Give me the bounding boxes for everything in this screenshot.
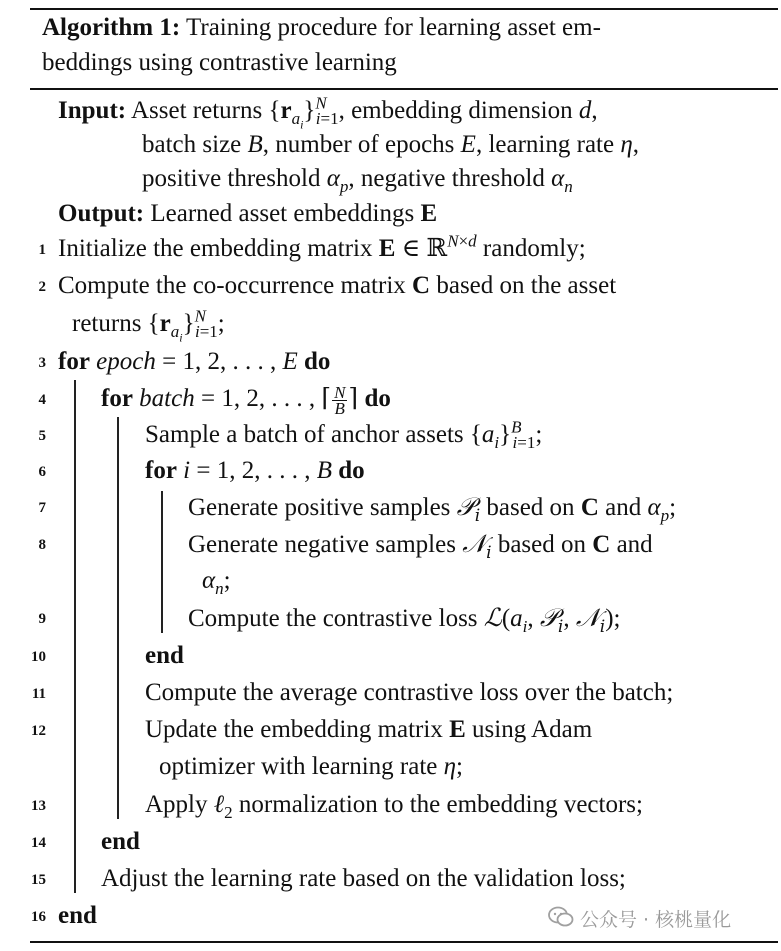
line-number: 2 (38, 279, 46, 295)
line-text: Initialize the embedding matrix (58, 235, 373, 262)
line-text: Update the embedding matrix (145, 716, 443, 743)
line-text: returns { (72, 310, 160, 337)
loop-range: = 1, 2, . . . , (190, 457, 311, 484)
algorithm-title-line2: beddings using contrastive learning (42, 49, 397, 76)
line-4: for batch = 1, 2, . . . , ⌈ $\frac{N}{B}$ ⌉ do (101, 382, 391, 418)
line-text: randomly; (482, 235, 586, 262)
watermark (548, 906, 731, 935)
n-subscript: n (564, 177, 573, 196)
input-text: , negative threshold (348, 165, 545, 192)
line-9: Compute the contrastive loss $ℒ(a_i$, 𝒫$_i$, 𝒩$_i$); (188, 603, 621, 637)
line-8: Generate negative samples 𝒩$_i$ based on C and (188, 529, 653, 563)
algorithm-caption-line1 (42, 13, 601, 43)
line-number: 8 (38, 537, 46, 553)
line-number: 11 (31, 686, 46, 702)
line-text: Sample a batch of anchor assets { (145, 421, 482, 448)
watermark-text: 公众号 · 核桃量化 (580, 909, 732, 931)
line-number: 13 (31, 798, 46, 814)
input-text: , embedding dimension (338, 97, 573, 124)
line-text: using Adam (472, 716, 593, 743)
E-bold-symbol: E (420, 200, 438, 227)
input-text: , learning rate (475, 131, 615, 158)
input-line1: Input: Asset returns $\{r_{a_i}\}^N_{i=1}$, embedding dimension d, (58, 93, 598, 132)
algorithm-caption-line2 (42, 48, 397, 78)
E-symbol: E (460, 131, 476, 158)
line-13: Apply ℓ$_2$ normalization to the embedding vectors; (145, 791, 643, 822)
input-text: batch size (142, 131, 242, 158)
r-symbol: r (280, 97, 292, 124)
line-number: 5 (38, 428, 46, 444)
line-text: and (616, 531, 653, 558)
line-number: 3 (38, 355, 46, 371)
line-12: Update the embedding matrix E using Adam (145, 716, 593, 743)
line-8-cont: $\alpha_n$; (202, 567, 231, 598)
top-rule (30, 8, 778, 10)
bottom-rule (30, 941, 778, 943)
line-number: 12 (31, 723, 46, 739)
line-2-cont: returns $\{r_{a_i}\}^N_{i=1}$; (72, 306, 225, 345)
loop-range: = 1, 2, . . . , (155, 348, 277, 375)
n-over-b-fraction: $\frac{N}{B}$ (334, 382, 346, 418)
output-label: Output: (58, 200, 145, 227)
line-5: Sample a batch of anchor assets $\{a_i\}^B_{i=1}$; (145, 417, 543, 452)
line-number: 14 (31, 835, 46, 851)
input-text: positive threshold (142, 165, 321, 192)
do-keyword: do (304, 348, 331, 375)
loop-range: = 1, 2, . . . , ⌈ (194, 385, 332, 412)
line-text: Generate negative samples (188, 531, 456, 558)
p-subscript: p (339, 177, 349, 196)
line-text: Compute the contrastive loss (188, 605, 478, 632)
line-2: Compute the co-occurrence matrix C based on the asset (58, 272, 617, 299)
line-1: Initialize the embedding matrix E ∈ ℝ$^{N\times d}$ randomly; (58, 231, 586, 262)
input-line2: batch size B, number of epochs E, learning rate η, (142, 131, 639, 158)
input-label: Input: (58, 97, 127, 124)
line-14 (101, 827, 140, 857)
line-text: based on (497, 531, 586, 558)
epoch-loop-bar (74, 380, 76, 893)
batch-loop-bar (117, 417, 119, 819)
input-line3: positive threshold $\alpha_p$, negative threshold $\alpha_n$ (142, 165, 573, 196)
line-number: 1 (38, 242, 46, 258)
B-symbol: B (247, 131, 263, 158)
line-7: Generate positive samples 𝒫$_i$ based on C and $\alpha_p$; (188, 492, 677, 526)
output-text: Learned asset embeddings (150, 200, 415, 227)
line-text: Generate positive samples (188, 494, 451, 521)
inner-loop-bar (161, 491, 163, 633)
line-11 (145, 678, 673, 708)
loop-var: epoch (96, 348, 156, 375)
output-line (58, 199, 437, 229)
alpha-symbol: α (326, 165, 340, 192)
line-number: 4 (38, 392, 46, 408)
line-16 (58, 901, 97, 931)
line-10 (145, 641, 184, 671)
algorithm-title-line1: Training procedure for learning asset em- (185, 14, 601, 41)
line-6: for i = 1, 2, . . . , B do (145, 457, 365, 484)
end-keyword: end (145, 642, 184, 669)
line-3: for epoch = 1, 2, . . . , E do (58, 348, 331, 375)
line-12-cont: optimizer with learning rate η; (159, 753, 463, 780)
line-number: 6 (38, 464, 46, 480)
wechat-icon (548, 906, 574, 935)
line-number: 9 (38, 611, 46, 627)
line-text: Apply (145, 791, 208, 818)
d-symbol: d (578, 97, 592, 124)
line-number: 7 (38, 500, 46, 516)
end-keyword: end (58, 902, 97, 929)
line-text: based on the asset (436, 272, 617, 299)
line-text: and (605, 494, 642, 521)
line-text: based on (486, 494, 575, 521)
line-number: 16 (31, 909, 46, 925)
line-text: Compute the average contrastive loss over the batch; (145, 679, 674, 706)
header-rule (30, 88, 778, 90)
eta-symbol: η (620, 131, 633, 158)
line-text: normalization to the embedding vectors; (238, 791, 643, 818)
line-number: 10 (31, 649, 46, 665)
end-keyword: end (101, 828, 140, 855)
loop-var: batch (139, 385, 195, 412)
line-number: 15 (31, 872, 46, 888)
line-text: Adjust the learning rate based on the validation loss; (101, 865, 626, 892)
input-text: , number of epochs (262, 131, 455, 158)
ceil-close: ⌉ (348, 385, 359, 412)
line-text: Compute the co-occurrence matrix (58, 272, 406, 299)
line-15 (101, 864, 626, 894)
input-text: Asset returns { (130, 97, 281, 124)
for-keyword: for (58, 348, 90, 375)
algorithm-label: Algorithm 1: (42, 14, 181, 41)
line-text: optimizer with learning rate (159, 753, 438, 780)
